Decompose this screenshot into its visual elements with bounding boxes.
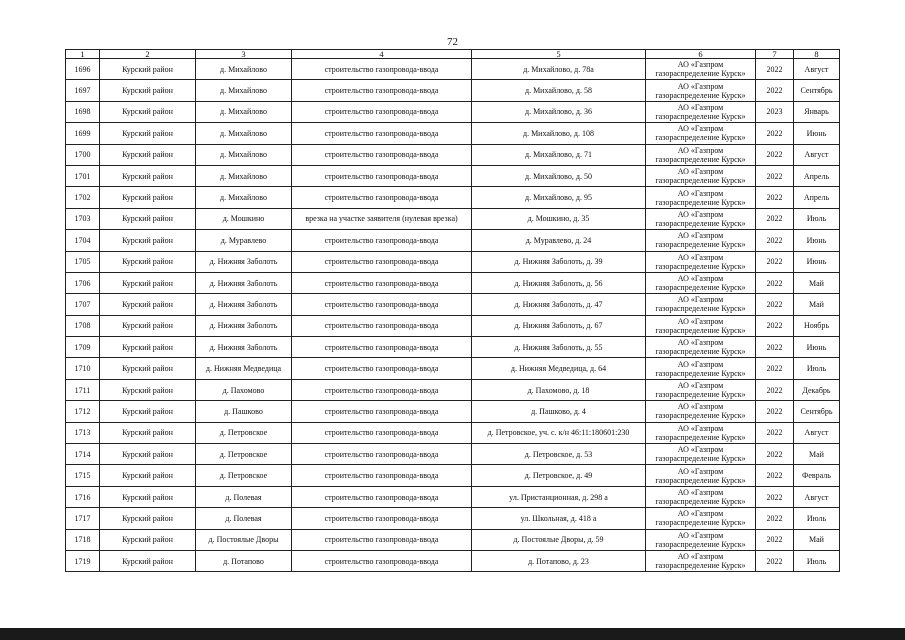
month-cell: Декабрь — [794, 379, 840, 400]
district-cell: Курский район — [100, 123, 196, 144]
row-number-cell: 1700 — [66, 144, 100, 165]
settlement-cell: д. Нижняя Заболоть — [196, 251, 292, 272]
contractor-cell: АО «Газпром газораспределение Курск» — [646, 230, 756, 251]
settlement-cell: д. Потапово — [196, 550, 292, 571]
contractor-cell: АО «Газпром газораспределение Курск» — [646, 465, 756, 486]
work-type-cell: строительство газопровода-ввода — [292, 294, 472, 315]
table-row — [66, 337, 840, 358]
contractor-cell: АО «Газпром газораспределение Курск» — [646, 550, 756, 571]
month-cell: Июль — [794, 508, 840, 529]
table-row — [66, 422, 840, 443]
address-cell: ул. Школьная, д. 418 а — [472, 508, 646, 529]
year-cell: 2023 — [756, 101, 794, 122]
month-cell: Май — [794, 444, 840, 465]
contractor-cell: АО «Газпром газораспределение Курск» — [646, 80, 756, 101]
work-type-cell: строительство газопровода-ввода — [292, 422, 472, 443]
row-number-cell: 1717 — [66, 508, 100, 529]
settlement-cell: д. Михайлово — [196, 80, 292, 101]
district-cell: Курский район — [100, 422, 196, 443]
year-cell: 2022 — [756, 80, 794, 101]
contractor-cell: АО «Газпром газораспределение Курск» — [646, 187, 756, 208]
district-cell: Курский район — [100, 465, 196, 486]
district-cell: Курский район — [100, 251, 196, 272]
month-cell: Июнь — [794, 251, 840, 272]
work-type-cell: строительство газопровода-ввода — [292, 358, 472, 379]
district-cell: Курский район — [100, 272, 196, 293]
table-row — [66, 379, 840, 400]
address-cell: ул. Пристанционная, д. 298 а — [472, 486, 646, 507]
contractor-cell: АО «Газпром газораспределение Курск» — [646, 358, 756, 379]
row-number-cell: 1711 — [66, 379, 100, 400]
table-row — [66, 59, 840, 80]
settlement-cell: д. Нижняя Заболоть — [196, 272, 292, 293]
district-cell: Курский район — [100, 358, 196, 379]
settlement-cell: д. Петровское — [196, 465, 292, 486]
row-number-cell: 1719 — [66, 550, 100, 571]
settlement-cell: д. Нижняя Заболоть — [196, 315, 292, 336]
work-type-cell: врезка на участке заявителя (нулевая врезка) — [292, 208, 472, 229]
contractor-cell: АО «Газпром газораспределение Курск» — [646, 508, 756, 529]
year-cell: 2022 — [756, 144, 794, 165]
settlement-cell: д. Полевая — [196, 508, 292, 529]
contractor-cell: АО «Газпром газораспределение Курск» — [646, 294, 756, 315]
row-number-cell: 1714 — [66, 444, 100, 465]
settlement-cell: д. Нижняя Медведица — [196, 358, 292, 379]
district-cell: Курский район — [100, 337, 196, 358]
settlement-cell: д. Михайлово — [196, 101, 292, 122]
year-cell: 2022 — [756, 337, 794, 358]
work-type-cell: строительство газопровода-ввода — [292, 251, 472, 272]
address-cell: д. Постоялые Дворы, д. 59 — [472, 529, 646, 550]
settlement-cell: д. Михайлово — [196, 59, 292, 80]
address-cell: д. Муравлево, д. 24 — [472, 230, 646, 251]
row-number-cell: 1701 — [66, 165, 100, 186]
column-header: 8 — [794, 50, 840, 59]
table-row — [66, 358, 840, 379]
district-cell: Курский район — [100, 486, 196, 507]
table-row — [66, 315, 840, 336]
district-cell: Курский район — [100, 550, 196, 571]
address-cell: д. Михайлово, д. 36 — [472, 101, 646, 122]
table-row — [66, 123, 840, 144]
work-type-cell: строительство газопровода-ввода — [292, 508, 472, 529]
row-number-cell: 1716 — [66, 486, 100, 507]
settlement-cell: д. Нижняя Заболоть — [196, 294, 292, 315]
month-cell: Июнь — [794, 337, 840, 358]
year-cell: 2022 — [756, 508, 794, 529]
month-cell: Февраль — [794, 465, 840, 486]
table-row — [66, 401, 840, 422]
settlement-cell: д. Пахомово — [196, 379, 292, 400]
table-row — [66, 465, 840, 486]
district-cell: Курский район — [100, 208, 196, 229]
row-number-cell: 1712 — [66, 401, 100, 422]
work-type-cell: строительство газопровода-ввода — [292, 230, 472, 251]
work-type-cell: строительство газопровода-ввода — [292, 101, 472, 122]
table-row — [66, 444, 840, 465]
month-cell: Апрель — [794, 187, 840, 208]
table-row — [66, 80, 840, 101]
row-number-cell: 1704 — [66, 230, 100, 251]
row-number-cell: 1697 — [66, 80, 100, 101]
year-cell: 2022 — [756, 358, 794, 379]
settlement-cell: д. Михайлово — [196, 144, 292, 165]
work-type-cell: строительство газопровода-ввода — [292, 550, 472, 571]
month-cell: Январь — [794, 101, 840, 122]
row-number-cell: 1699 — [66, 123, 100, 144]
table-row — [66, 101, 840, 122]
month-cell: Август — [794, 59, 840, 80]
address-cell: д. Нижняя Заболоть, д. 67 — [472, 315, 646, 336]
district-cell: Курский район — [100, 508, 196, 529]
district-cell: Курский район — [100, 59, 196, 80]
column-header: 7 — [756, 50, 794, 59]
contractor-cell: АО «Газпром газораспределение Курск» — [646, 208, 756, 229]
settlement-cell: д. Нижняя Заболоть — [196, 337, 292, 358]
district-cell: Курский район — [100, 101, 196, 122]
year-cell: 2022 — [756, 379, 794, 400]
year-cell: 2022 — [756, 187, 794, 208]
table-row — [66, 230, 840, 251]
year-cell: 2022 — [756, 294, 794, 315]
column-header: 3 — [196, 50, 292, 59]
table-row — [66, 486, 840, 507]
settlement-cell: д. Петровское — [196, 422, 292, 443]
column-header: 1 — [66, 50, 100, 59]
table-row — [66, 251, 840, 272]
row-number-cell: 1715 — [66, 465, 100, 486]
contractor-cell: АО «Газпром газораспределение Курск» — [646, 272, 756, 293]
page-number: 72 — [447, 36, 458, 48]
month-cell: Сентябрь — [794, 401, 840, 422]
year-cell: 2022 — [756, 401, 794, 422]
district-cell: Курский район — [100, 230, 196, 251]
work-type-cell: строительство газопровода-ввода — [292, 401, 472, 422]
table-row — [66, 272, 840, 293]
year-cell: 2022 — [756, 272, 794, 293]
work-type-cell: строительство газопровода-ввода — [292, 272, 472, 293]
year-cell: 2022 — [756, 550, 794, 571]
month-cell: Май — [794, 294, 840, 315]
district-cell: Курский район — [100, 165, 196, 186]
contractor-cell: АО «Газпром газораспределение Курск» — [646, 379, 756, 400]
column-header: 4 — [292, 50, 472, 59]
settlement-cell: д. Мошкино — [196, 208, 292, 229]
contractor-cell: АО «Газпром газораспределение Курск» — [646, 165, 756, 186]
address-cell: д. Михайлово, д. 50 — [472, 165, 646, 186]
row-number-cell: 1708 — [66, 315, 100, 336]
settlement-cell: д. Муравлево — [196, 230, 292, 251]
table-body — [66, 59, 840, 572]
row-number-cell: 1702 — [66, 187, 100, 208]
row-number-cell: 1709 — [66, 337, 100, 358]
address-cell: д. Пашково, д. 4 — [472, 401, 646, 422]
year-cell: 2022 — [756, 486, 794, 507]
settlement-cell: д. Полевая — [196, 486, 292, 507]
year-cell: 2022 — [756, 529, 794, 550]
address-cell: д. Михайлово, д. 58 — [472, 80, 646, 101]
table-row — [66, 144, 840, 165]
month-cell: Август — [794, 144, 840, 165]
column-header: 2 — [100, 50, 196, 59]
year-cell: 2022 — [756, 465, 794, 486]
row-number-cell: 1706 — [66, 272, 100, 293]
address-cell: д. Петровское, д. 53 — [472, 444, 646, 465]
work-type-cell: строительство газопровода-ввода — [292, 379, 472, 400]
contractor-cell: АО «Газпром газораспределение Курск» — [646, 123, 756, 144]
work-type-cell: строительство газопровода-ввода — [292, 315, 472, 336]
column-number-row — [66, 50, 840, 59]
year-cell: 2022 — [756, 230, 794, 251]
month-cell: Июль — [794, 208, 840, 229]
year-cell: 2022 — [756, 444, 794, 465]
month-cell: Сентябрь — [794, 80, 840, 101]
month-cell: Июль — [794, 358, 840, 379]
contractor-cell: АО «Газпром газораспределение Курск» — [646, 401, 756, 422]
work-type-cell: строительство газопровода-ввода — [292, 337, 472, 358]
row-number-cell: 1707 — [66, 294, 100, 315]
address-cell: д. Нижняя Заболоть, д. 39 — [472, 251, 646, 272]
table-row — [66, 208, 840, 229]
table-row — [66, 508, 840, 529]
district-cell: Курский район — [100, 187, 196, 208]
contractor-cell: АО «Газпром газораспределение Курск» — [646, 101, 756, 122]
schedule-table-wrapper — [65, 49, 840, 572]
address-cell: д. Пахомово, д. 18 — [472, 379, 646, 400]
district-cell: Курский район — [100, 444, 196, 465]
settlement-cell: д. Михайлово — [196, 165, 292, 186]
address-cell: д. Михайлово, д. 108 — [472, 123, 646, 144]
year-cell: 2022 — [756, 251, 794, 272]
row-number-cell: 1718 — [66, 529, 100, 550]
month-cell: Июнь — [794, 123, 840, 144]
work-type-cell: строительство газопровода-ввода — [292, 486, 472, 507]
year-cell: 2022 — [756, 315, 794, 336]
contractor-cell: АО «Газпром газораспределение Курск» — [646, 529, 756, 550]
work-type-cell: строительство газопровода-ввода — [292, 80, 472, 101]
address-cell: д. Нижняя Заболоть, д. 55 — [472, 337, 646, 358]
work-type-cell: строительство газопровода-ввода — [292, 529, 472, 550]
contractor-cell: АО «Газпром газораспределение Курск» — [646, 59, 756, 80]
district-cell: Курский район — [100, 144, 196, 165]
address-cell: д. Нижняя Медведица, д. 64 — [472, 358, 646, 379]
year-cell: 2022 — [756, 59, 794, 80]
contractor-cell: АО «Газпром газораспределение Курск» — [646, 315, 756, 336]
settlement-cell: д. Постоялые Дворы — [196, 529, 292, 550]
district-cell: Курский район — [100, 379, 196, 400]
year-cell: 2022 — [756, 208, 794, 229]
table-row — [66, 187, 840, 208]
table-row — [66, 165, 840, 186]
column-header: 6 — [646, 50, 756, 59]
work-type-cell: строительство газопровода-ввода — [292, 59, 472, 80]
work-type-cell: строительство газопровода-ввода — [292, 444, 472, 465]
district-cell: Курский район — [100, 401, 196, 422]
settlement-cell: д. Петровское — [196, 444, 292, 465]
row-number-cell: 1703 — [66, 208, 100, 229]
contractor-cell: АО «Газпром газораспределение Курск» — [646, 251, 756, 272]
month-cell: Август — [794, 422, 840, 443]
settlement-cell: д. Пашково — [196, 401, 292, 422]
work-type-cell: строительство газопровода-ввода — [292, 144, 472, 165]
address-cell: д. Потапово, д. 23 — [472, 550, 646, 571]
district-cell: Курский район — [100, 294, 196, 315]
address-cell: д. Михайлово, д. 95 — [472, 187, 646, 208]
row-number-cell: 1713 — [66, 422, 100, 443]
month-cell: Апрель — [794, 165, 840, 186]
month-cell: Август — [794, 486, 840, 507]
month-cell: Июль — [794, 550, 840, 571]
address-cell: д. Михайлово, д. 71 — [472, 144, 646, 165]
contractor-cell: АО «Газпром газораспределение Курск» — [646, 486, 756, 507]
address-cell: д. Нижняя Заболоть, д. 47 — [472, 294, 646, 315]
month-cell: Май — [794, 272, 840, 293]
work-type-cell: строительство газопровода-ввода — [292, 165, 472, 186]
contractor-cell: АО «Газпром газораспределение Курск» — [646, 337, 756, 358]
work-type-cell: строительство газопровода-ввода — [292, 465, 472, 486]
year-cell: 2022 — [756, 422, 794, 443]
settlement-cell: д. Михайлово — [196, 123, 292, 144]
district-cell: Курский район — [100, 315, 196, 336]
settlement-cell: д. Михайлово — [196, 187, 292, 208]
contractor-cell: АО «Газпром газораспределение Курск» — [646, 422, 756, 443]
work-type-cell: строительство газопровода-ввода — [292, 187, 472, 208]
row-number-cell: 1698 — [66, 101, 100, 122]
district-cell: Курский район — [100, 80, 196, 101]
row-number-cell: 1705 — [66, 251, 100, 272]
table-row — [66, 294, 840, 315]
table-row — [66, 550, 840, 571]
month-cell: Июнь — [794, 230, 840, 251]
year-cell: 2022 — [756, 165, 794, 186]
gasification-schedule-table — [65, 49, 840, 572]
month-cell: Ноябрь — [794, 315, 840, 336]
row-number-cell: 1710 — [66, 358, 100, 379]
address-cell: д. Петровское, уч. с. к/н 46:11:180601:230 — [472, 422, 646, 443]
scan-bottom-edge — [0, 628, 905, 640]
address-cell: д. Петровское, д. 49 — [472, 465, 646, 486]
row-number-cell: 1696 — [66, 59, 100, 80]
year-cell: 2022 — [756, 123, 794, 144]
contractor-cell: АО «Газпром газораспределение Курск» — [646, 144, 756, 165]
table-row — [66, 529, 840, 550]
contractor-cell: АО «Газпром газораспределение Курск» — [646, 444, 756, 465]
address-cell: д. Мошкино, д. 35 — [472, 208, 646, 229]
address-cell: д. Нижняя Заболоть, д. 56 — [472, 272, 646, 293]
column-header: 5 — [472, 50, 646, 59]
month-cell: Май — [794, 529, 840, 550]
district-cell: Курский район — [100, 529, 196, 550]
address-cell: д. Михайлово, д. 78а — [472, 59, 646, 80]
work-type-cell: строительство газопровода-ввода — [292, 123, 472, 144]
